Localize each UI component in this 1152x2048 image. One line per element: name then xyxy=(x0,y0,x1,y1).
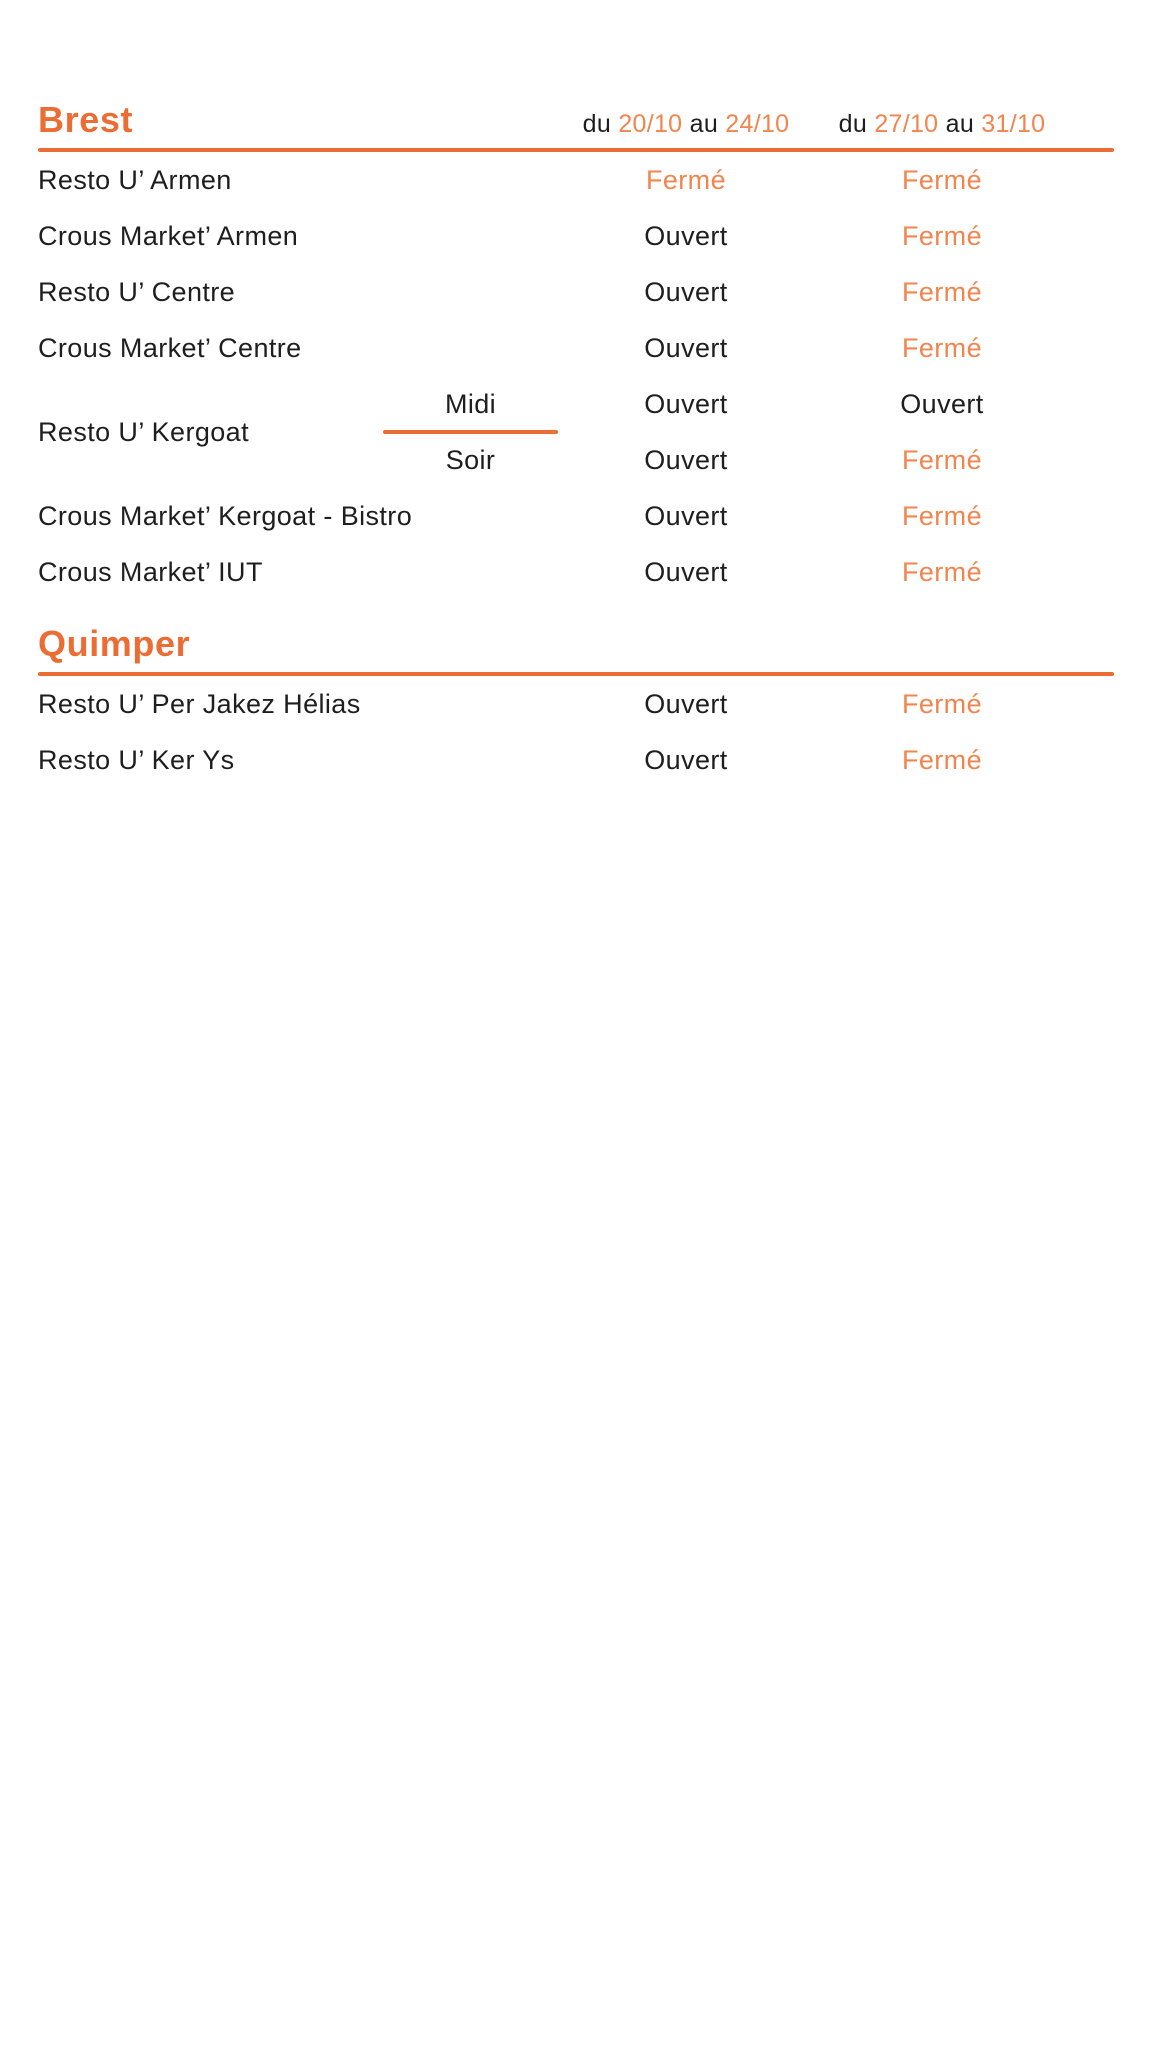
city-title-quimper: Quimper xyxy=(38,623,191,664)
table-row-kergoat xyxy=(38,376,1114,488)
status-period-1: Ouvert xyxy=(644,276,728,307)
status-period-2: Fermé xyxy=(901,276,982,307)
table-row xyxy=(38,320,1114,376)
status-column-period-2 xyxy=(814,376,1070,488)
period1-du: du xyxy=(582,110,612,138)
period2-end-date: 31/10 xyxy=(981,110,1046,138)
status-midi-period-2: Ouvert xyxy=(900,388,984,419)
table-row xyxy=(38,208,1114,264)
status-period-2: Fermé xyxy=(901,164,982,195)
period1-au: au xyxy=(689,110,719,138)
restaurant-name: Resto U’ Ker Ys xyxy=(38,744,235,775)
status-period-2: Fermé xyxy=(901,220,982,251)
restaurant-name: Resto U’ Armen xyxy=(38,164,232,195)
table-row xyxy=(38,152,1114,208)
status-midi-period-1: Ouvert xyxy=(644,388,728,419)
restaurant-name: Crous Market’ IUT xyxy=(38,556,263,587)
period1-start-date: 20/10 xyxy=(618,110,683,138)
table-row xyxy=(38,732,1114,788)
meal-sublabels xyxy=(383,376,558,488)
status-period-1: Ouvert xyxy=(644,500,728,531)
status-period-2: Fermé xyxy=(901,332,982,363)
section-header-quimper xyxy=(38,624,1114,664)
restaurant-name: Crous Market’ Kergoat - Bistro xyxy=(38,500,413,531)
period2-au: au xyxy=(945,110,975,138)
table-row xyxy=(38,544,1114,600)
status-period-1: Ouvert xyxy=(644,744,728,775)
schedule-page xyxy=(0,0,1152,788)
section-header-brest xyxy=(38,100,1114,140)
period2-start-date: 27/10 xyxy=(874,110,939,138)
city-title-brest: Brest xyxy=(38,99,134,140)
status-soir-period-2: Fermé xyxy=(901,444,982,475)
table-row xyxy=(38,676,1114,732)
meal-label-midi: Midi xyxy=(444,388,497,419)
status-period-2: Fermé xyxy=(901,744,982,775)
status-period-1: Fermé xyxy=(645,164,726,195)
status-period-2: Fermé xyxy=(901,500,982,531)
status-period-2: Fermé xyxy=(901,688,982,719)
meal-label-soir: Soir xyxy=(445,444,496,475)
period1-end-date: 24/10 xyxy=(725,110,790,138)
restaurant-name: Crous Market’ Centre xyxy=(38,332,302,363)
table-row xyxy=(38,488,1114,544)
restaurant-name: Resto U’ Kergoat xyxy=(38,416,249,447)
status-period-1: Ouvert xyxy=(644,220,728,251)
midi-soir-divider xyxy=(383,430,558,434)
period2-du: du xyxy=(838,110,868,138)
section-brest xyxy=(38,100,1114,600)
section-quimper xyxy=(38,624,1114,788)
status-period-1: Ouvert xyxy=(644,688,728,719)
restaurant-name: Resto U’ Per Jakez Hélias xyxy=(38,688,361,719)
status-column-period-1 xyxy=(558,376,814,488)
period-header-2 xyxy=(814,110,1070,139)
status-period-1: Ouvert xyxy=(644,332,728,363)
period-header-1 xyxy=(558,110,814,139)
restaurant-name: Resto U’ Centre xyxy=(38,276,236,307)
status-soir-period-1: Ouvert xyxy=(644,444,728,475)
status-period-1: Ouvert xyxy=(644,556,728,587)
status-period-2: Fermé xyxy=(901,556,982,587)
restaurant-name: Crous Market’ Armen xyxy=(38,220,299,251)
table-row xyxy=(38,264,1114,320)
